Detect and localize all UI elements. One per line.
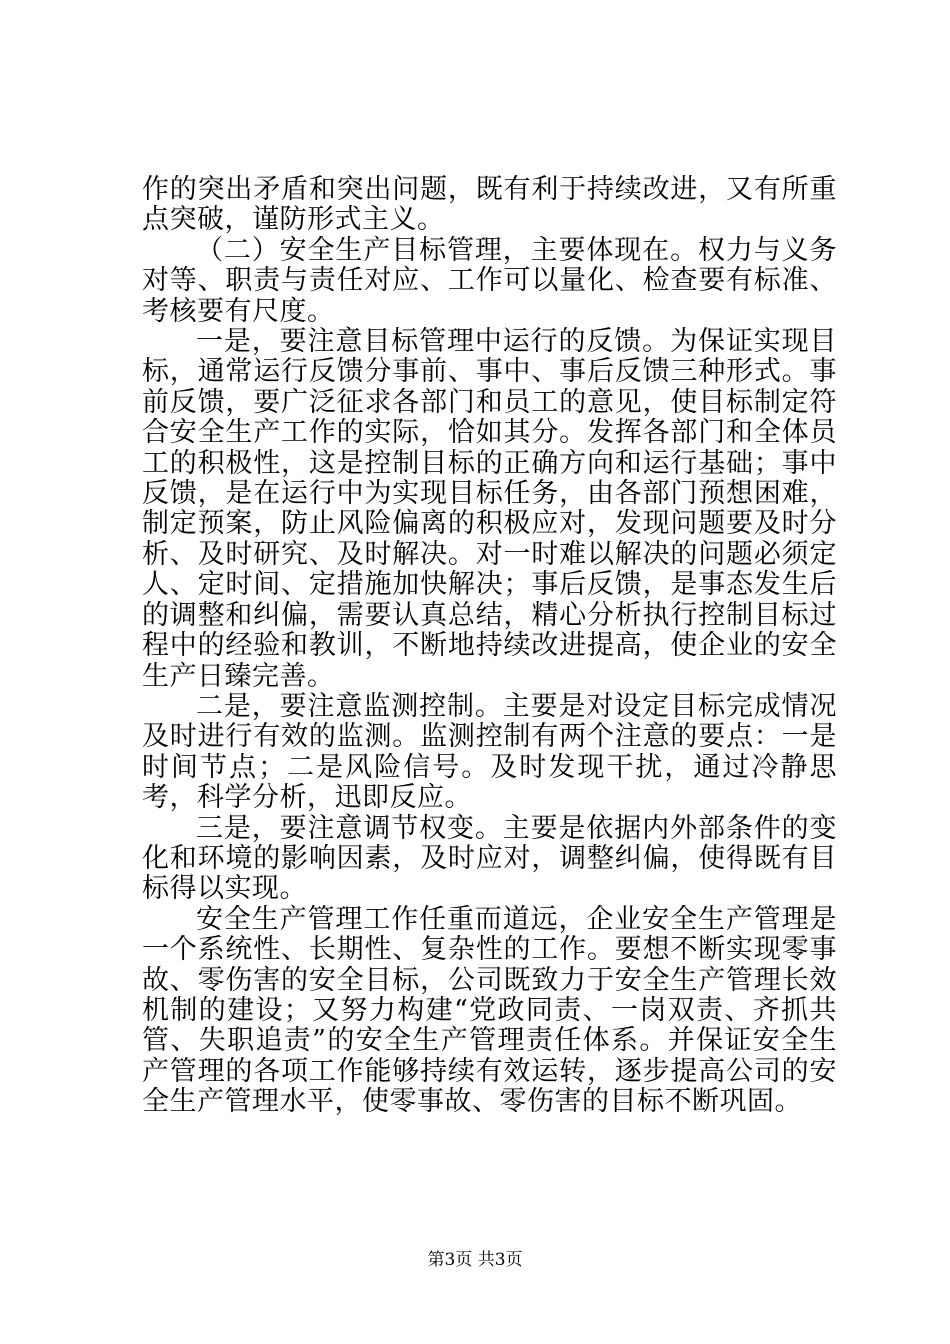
paragraph-target-management: （二）安全生产目标管理，主要体现在。权力与义务对等、职责与责任对应、工作可以量化、检查要有标准、考核要有尺度。 — [142, 234, 837, 327]
paragraph-adjustment: 三是，要注意调节权变。主要是依据内外部条件的变化和环境的影响因素，及时应对，调整纠偏，使得既有目标得以实现。 — [142, 812, 837, 905]
paragraph-continuation: 作的突出矛盾和突出问题，既有利于持续改进，又有所重点突破，谨防形式主义。 — [142, 174, 837, 236]
paragraph-monitoring: 二是，要注意监测控制。主要是对设定目标完成情况及时进行有效的监测。监测控制有两个注意的要点：一是时间节点；二是风险信号。及时发现干扰，通过冷静思考，科学分析，迅即反应。 — [142, 690, 837, 814]
paragraph-conclusion: 安全生产管理工作任重而道远，企业安全生产管理是一个系统性、长期性、复杂性的工作。要想不断实现零事故、零伤害的安全目标，公司既致力于安全生产管理长效机制的建设；又努力构建“党政同责、一岗双责、齐抓共管、失职追责”的安全生产管理责任体系。并保证安全生产管理的各项工作能够持续有效运转，逐步提高公司的安全生产管理水平，使零事故、零伤害的目标不断巩固。 — [142, 903, 837, 1118]
document-body — [142, 175, 837, 1118]
paragraph-feedback: 一是，要注意目标管理中运行的反馈。为保证实现目标，通常运行反馈分事前、事中、事后反馈三种形式。事前反馈，要广泛征求各部门和员工的意见，使目标制定符合安全生产工作的实际，恰如其分。发挥各部门和全体员工的积极性，这是控制目标的正确方向和运行基础；事中反馈，是在运行中为实现目标任务，由各部门预想困难，制定预案，防止风险偏离的积极应对，发现问题要及时分析、及时研究、及时解决。对一时难以解决的问题必须定人、定时间、定措施加快解决；事后反馈，是事态发生后的调整和纠偏，需要认真总结，精心分析执行控制目标过程中的经验和教训，不断地持续改进提高，使企业的安全生产日臻完善。 — [142, 326, 837, 692]
page-number-footer: 第3页 共3页 — [427, 1250, 523, 1270]
